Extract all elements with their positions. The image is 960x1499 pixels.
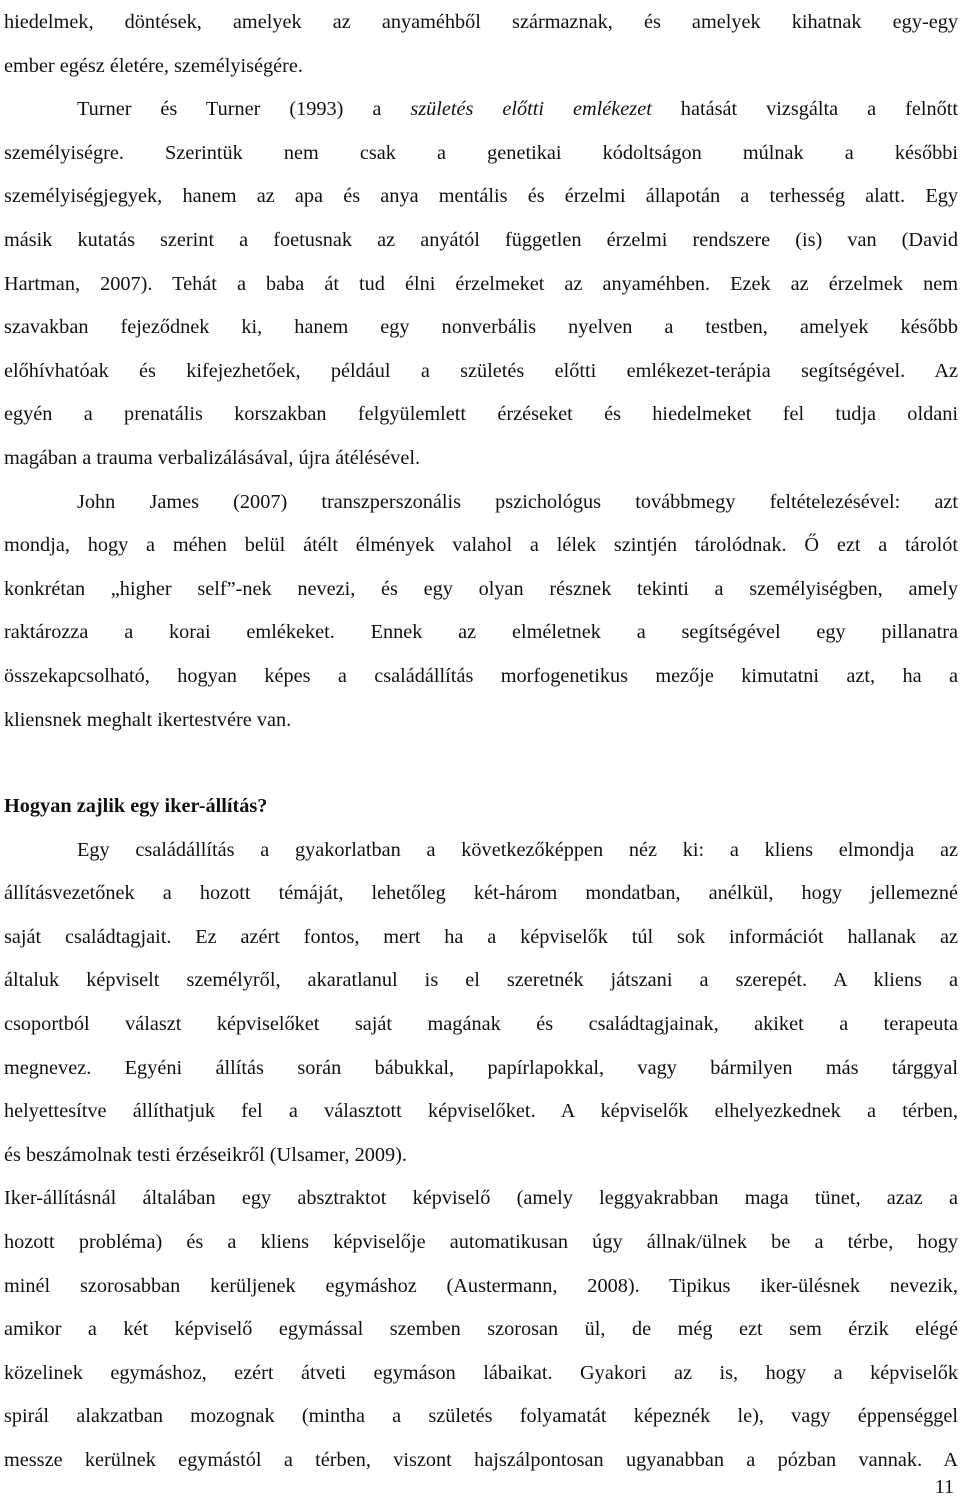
text-line: hiedelmek, döntések, amelyek az anyaméhből származnak, és amelyek kihatnak egy-egy	[4, 11, 958, 33]
text-line: szavakban fejeződnek ki, hanem egy nonverbális nyelven a testben, amelyek később	[4, 316, 958, 339]
paragraph-turner	[4, 88, 958, 480]
text-line: összekapcsolható, hogyan képes a családállítás morfogenetikus mezője kimutatni azt, ha a	[4, 664, 958, 687]
text-line: kliensnek meghalt ikertestvére van.	[4, 708, 292, 731]
text-line: csoportból választ képviselőket saját magának és családtagjainak, akiket a terapeuta	[4, 1013, 958, 1036]
paragraph-iker-allitas	[4, 1177, 958, 1482]
text-line: másik kutatás szerint a foetusnak az anyától független érzelmi rendszere (is) van (David	[4, 228, 958, 251]
text-run: hatását vizsgálta a felnőtt	[651, 98, 959, 121]
text-line: mondja, hogy a méhen belül átélt élmények valahol a lélek szintjén tárolódnak. Ő ezt a tárolót	[4, 534, 958, 557]
text-line: helyettesítve állíthatjuk fel a választott képviselőket. A képviselők elhelyezkednek a térben,	[4, 1100, 958, 1123]
text-line: raktározza a korai emlékeket. Ennek az elméletnek a segítségével egy pillanatra	[4, 621, 958, 644]
paragraph-john-james	[4, 481, 958, 743]
text-line: személyiségjegyek, hanem az apa és anya mentális és érzelmi állapotán a terhesség alatt. Egy	[4, 185, 958, 208]
text-line: minél szorosabban kerüljenek egymáshoz (Austermann, 2008). Tipikus iker-ülésnek nevezik,	[4, 1274, 958, 1297]
text-line: általuk képviselt személyről, akaratlanul is el szeretnék játszani a szerepét. A kliens a	[4, 969, 958, 992]
text-line	[4, 88, 958, 132]
text-line: konkrétan „higher self”-nek nevezi, és egy olyan résznek tekinti a személyiségben, amely	[4, 577, 958, 600]
text-run: Turner és Turner (1993) a	[77, 98, 411, 121]
text-line: állításvezetőnek a hozott témáját, lehetőleg két-három mondatban, anélkül, hogy jellemezné	[4, 882, 958, 905]
text-line: személyiségre. Szerintük nem csak a genetikai kódoltságon múlnak a későbbi	[4, 141, 958, 164]
text-line: John James (2007) transzperszonális pszichológus továbbmegy feltételezésével: azt	[77, 490, 958, 513]
text-line: Hartman, 2007). Tehát a baba át tud élni érzelmeket az anyaméhben. Ezek az érzelmek nem	[4, 272, 958, 295]
paragraph-continuation	[4, 1, 958, 88]
text-line: Egy családállítás a gyakorlatban a következőképpen néz ki: a kliens elmondja az	[77, 838, 958, 861]
paragraph-csaladallitas	[4, 829, 958, 1178]
text-line: magában a trauma verbalizálásával, újra átélésével.	[4, 446, 421, 469]
text-line: és beszámolnak testi érzéseikről (Ulsamer, 2009).	[4, 1143, 407, 1166]
text-line: Iker-állításnál általában egy absztraktot képviselő (amely leggyakrabban maga tünet, azaz a	[4, 1187, 958, 1210]
text-line: hozott probléma) és a kliens képviselője automatikusan úgy állnak/ülnek be a térbe, hogy	[4, 1231, 958, 1254]
text-line: megnevez. Egyéni állítás során bábukkal, papírlapokkal, vagy bármilyen más tárggyal	[4, 1056, 958, 1079]
text-line: ember egész életére, személyiségére.	[4, 54, 303, 77]
text-line: közelinek egymáshoz, ezért átveti egymáson lábaikat. Gyakori az is, hogy a képviselők	[4, 1361, 958, 1384]
emphasis-text: születés előtti emlékezet	[410, 98, 652, 121]
text-line: saját családtagjait. Ez azért fontos, mert ha a képviselők túl sok információt hallanak az	[4, 925, 958, 948]
page-number: 11	[934, 1476, 954, 1498]
text-line: előhívhatóak és kifejezhetőek, például a születés előtti emlékezet-terápia segítségével. Az	[4, 359, 958, 382]
text-line: messze kerülnek egymástól a térben, viszont hajszálpontosan ugyanabban a pózban vannak. A	[4, 1449, 958, 1471]
text-line: egyén a prenatális korszakban felgyülemlett érzéseket és hiedelmeket fel tudja oldani	[4, 403, 958, 426]
section-heading: Hogyan zajlik egy iker-állítás?	[4, 795, 268, 818]
document-page	[4, 0, 958, 1483]
text-line: spirál alakzatban mozognak (mintha a születés folyamatát képeznék le), vagy éppenséggel	[4, 1405, 958, 1428]
text-line: amikor a két képviselő egymással szemben szorosan ül, de még ezt sem érzik elégé	[4, 1318, 958, 1341]
